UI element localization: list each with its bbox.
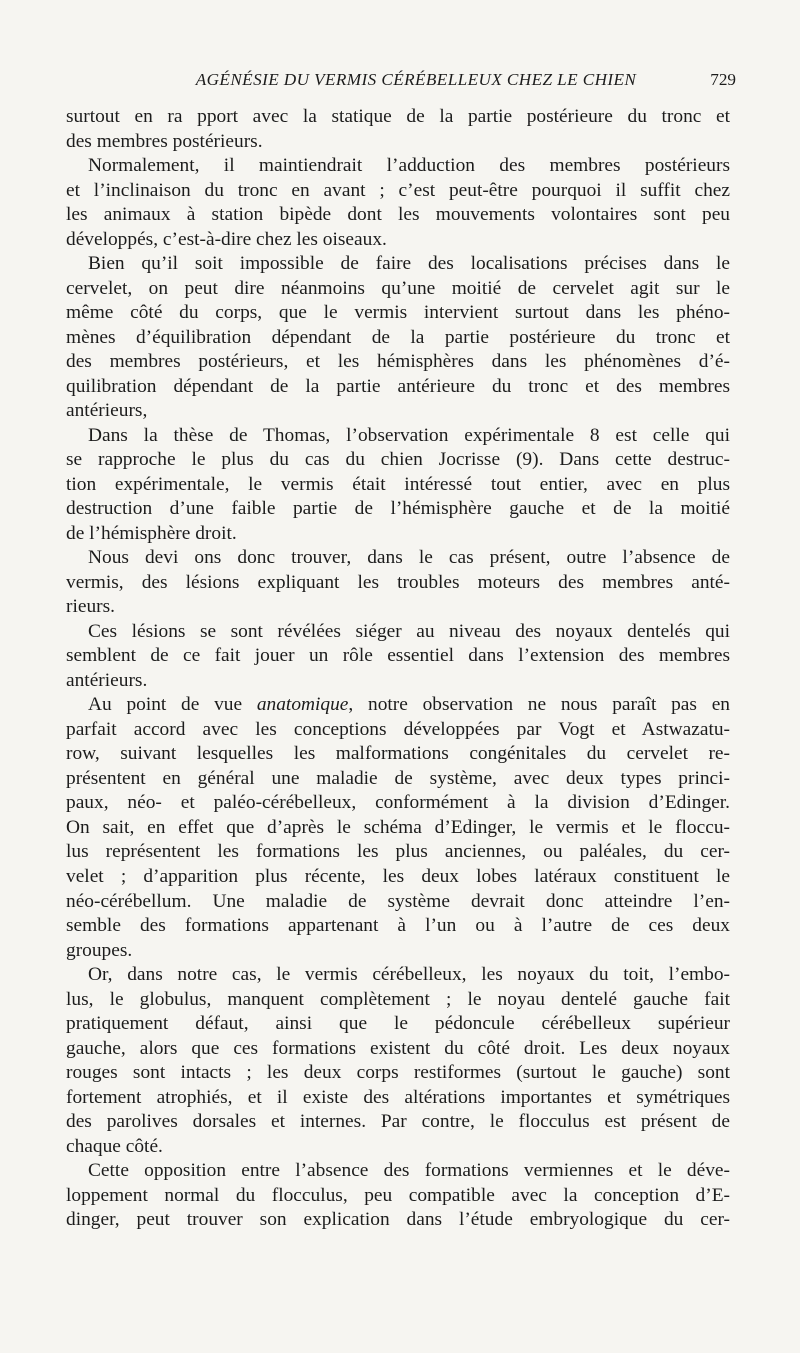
text-line: lus, le globulus, manquent complètement ; le noyau dentelé gauche fait — [66, 988, 730, 1010]
text-line: velet ; d’apparition plus récente, les deux lobes latéraux constituent le — [66, 865, 730, 887]
text-line: rouges sont intacts ; les deux corps restiformes (surtout le gauche) sont — [66, 1062, 730, 1084]
text-line: Ces lésions se sont révélées siéger au niveau des noyaux dentelés qui — [88, 620, 730, 642]
text-line: des membres postérieurs, et les hémisphères dans les phénomènes d’é- — [66, 351, 730, 373]
text-line: semble des formations appartenant à l’un ou à l’autre de ces deux — [66, 915, 730, 937]
text-line: des membres postérieurs. — [66, 130, 263, 152]
text-line: de l’hémisphère droit. — [66, 522, 237, 544]
text-line: mènes d’équilibration dépendant de la partie postérieure du tronc et — [66, 326, 730, 348]
text-line: groupes. — [66, 939, 133, 961]
text-line: cervelet, on peut dire néanmoins qu’une moitié de cervelet agit sur le — [66, 277, 730, 299]
text-line: les animaux à station bipède dont les mouvements volontaires sont peu — [66, 204, 730, 226]
text-line: parfait accord avec les conceptions développées par Vogt et Astwazatu- — [66, 718, 730, 740]
running-title: AGÉNÉSIE DU VERMIS CÉRÉBELLEUX CHEZ LE CHIEN — [195, 70, 637, 89]
text-line: Dans la thèse de Thomas, l’observation expérimentale 8 est celle qui — [88, 424, 730, 446]
text-span: Au point de vue — [88, 694, 257, 716]
text-line: semblent de ce fait jouer un rôle essentiel dans l’extension des membres — [66, 645, 730, 667]
text-line: destruction d’une faible partie de l’hémisphère gauche et de la moitié — [66, 498, 730, 520]
text-line: se rapproche le plus du cas du chien Jocrisse (9). Dans cette destruc- — [66, 449, 730, 471]
text-line: On sait, en effet que d’après le schéma d’Edinger, le vermis et le floccu- — [66, 816, 730, 838]
text-line: développés, c’est-à-dire chez les oiseaux. — [66, 228, 387, 250]
text-line: Normalement, il maintiendrait l’adduction des membres postérieurs — [88, 155, 730, 177]
text-line: antérieurs, — [66, 400, 148, 422]
text-line: rieurs. — [66, 596, 115, 618]
text-line: vermis, des lésions expliquant les troubles moteurs des membres anté- — [66, 571, 730, 593]
text-line: présentent en général une maladie de système, avec deux types princi- — [66, 767, 730, 789]
text-line: des parolives dorsales et internes. Par contre, le flocculus est présent de — [66, 1111, 730, 1133]
text-line: Or, dans notre cas, le vermis cérébelleux, les noyaux du toit, l’embo- — [88, 964, 730, 986]
text-line: chaque côté. — [66, 1135, 163, 1157]
text-line: même côté du corps, que le vermis intervient surtout dans les phéno- — [66, 302, 730, 324]
text-span: , notre observation ne nous paraît pas en — [348, 694, 730, 716]
italic-word: anatomique — [256, 694, 349, 716]
body-text — [66, 105, 730, 1233]
text-line: tion expérimentale, le vermis était intéressé tout entier, avec en plus — [66, 473, 730, 495]
running-head — [66, 70, 736, 96]
text-line: row, suivant lesquelles les malformations congénitales du cervelet re- — [66, 743, 730, 765]
text-line: quilibration dépendant de la partie antérieure du tronc et des membres — [66, 375, 730, 397]
text-line: Bien qu’il soit impossible de faire des localisations précises dans le — [88, 253, 730, 275]
text-line: Cette opposition entre l’absence des formations vermiennes et le déve- — [88, 1160, 730, 1182]
text-line: lus représentent les formations les plus anciennes, ou paléales, du cer- — [66, 841, 730, 863]
text-line: dinger, peut trouver son explication dans l’étude embryologique du cer- — [66, 1209, 730, 1231]
text-line: fortement atrophiés, et il existe des altérations importantes et symétriques — [66, 1086, 730, 1108]
text-line: et l’inclinaison du tronc en avant ; c’est peut-être pourquoi il suffit chez — [66, 179, 730, 201]
text-line: pratiquement défaut, ainsi que le pédoncule cérébelleux supérieur — [66, 1013, 730, 1035]
text-line: surtout en ra pport avec la statique de la partie postérieure du tronc et — [66, 106, 730, 127]
text-line: néo-cérébellum. Une maladie de système devrait donc atteindre l’en- — [66, 890, 730, 912]
page-number: 729 — [710, 70, 736, 89]
text-line: gauche, alors que ces formations existent du côté droit. Les deux noyaux — [66, 1037, 730, 1059]
text-line: loppement normal du flocculus, peu compatible avec la conception d’E- — [66, 1184, 730, 1206]
text-line: antérieurs. — [66, 669, 148, 691]
text-line-with-italic — [66, 693, 730, 718]
text-line: Nous devi ons donc trouver, dans le cas présent, outre l’absence de — [88, 547, 730, 569]
text-line: paux, néo- et paléo-cérébelleux, conformément à la division d’Edinger. — [66, 792, 730, 814]
